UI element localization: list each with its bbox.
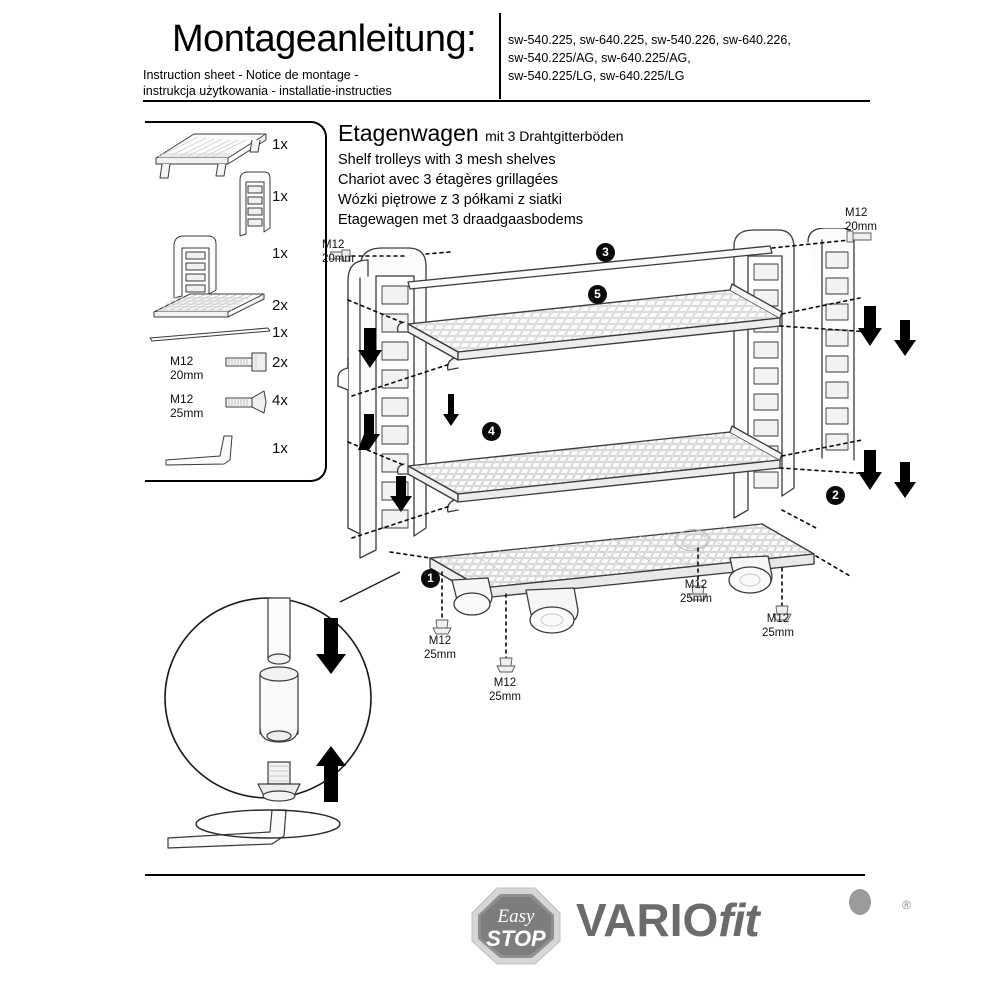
easystop-badge [470, 886, 562, 966]
parts-qty-end-frame-left: 1x [272, 245, 288, 262]
model-line-1: sw-540.225, sw-640.225, sw-540.226, sw-640.226, [508, 33, 791, 47]
model-line-3: sw-540.225/LG, sw-640.225/LG [508, 69, 685, 83]
bolt-label-base-center [489, 676, 521, 704]
parts-qty-bolt-25mm: 4x [272, 392, 288, 409]
page-subtitle-line2: instrukcja użytkowania - installatie-instructies [143, 84, 392, 98]
product-name-de-main: Etagenwagen [338, 120, 479, 146]
header-vertical-divider [499, 13, 501, 99]
product-name-de [338, 120, 624, 147]
detail-circle-diagram [160, 570, 410, 870]
parts-spec-bolt-20mm [170, 354, 203, 382]
callout-4: 4 [482, 422, 501, 441]
bolt-label-top-left-length: 20mm [322, 253, 354, 265]
parts-qty-base-platform: 1x [272, 136, 288, 153]
header-horizontal-rule [143, 100, 870, 102]
product-name-nl: Etagewagen met 3 draadgaasbodems [338, 212, 584, 228]
parts-spec-bolt-25mm-length: 25mm [170, 406, 204, 420]
bolt-label-base-left-size: M12 [428, 635, 452, 647]
bolt-label-base-mid-length: 25mm [680, 593, 712, 605]
parts-qty-bolt-20mm: 2x [272, 354, 288, 371]
bolt-label-base-mid-size: M12 [684, 579, 708, 591]
footer-horizontal-rule [145, 874, 865, 876]
main-assembly-diagram [330, 228, 1000, 698]
bolt-label-top-left-size: M12 [322, 239, 345, 251]
parts-spec-bolt-25mm-size: M12 [170, 392, 194, 406]
parts-spec-bolt-25mm [170, 392, 203, 420]
model-line-2: sw-540.225/AG, sw-640.225/AG, [508, 51, 691, 65]
part-art-bolt-20mm [224, 348, 272, 374]
bolt-label-base-center-size: M12 [493, 677, 517, 689]
variofit-logo-dot [849, 889, 871, 915]
bolt-label-top-left [322, 238, 354, 266]
product-name-fr: Chariot avec 3 étagères grillagées [338, 172, 559, 188]
variofit-logo [576, 893, 759, 947]
model-number-list [508, 31, 791, 85]
easystop-badge-line1: Easy [497, 906, 535, 927]
callout-3: 3 [596, 243, 615, 262]
bolt-label-top-right-length: 20mm [845, 221, 877, 233]
product-name-en: Shelf trolleys with 3 mesh shelves [338, 152, 556, 168]
bolt-label-top-right [845, 206, 877, 234]
page-title: Montageanleitung: [172, 18, 477, 60]
bolt-label-base-left-length: 25mm [424, 649, 456, 661]
parts-spec-bolt-20mm-size: M12 [170, 354, 194, 368]
product-name-pl: Wózki piętrowe z 3 półkami z siatki [338, 192, 563, 208]
callout-1: 1 [421, 569, 440, 588]
parts-qty-push-rod: 1x [272, 324, 288, 341]
callout-5: 5 [588, 285, 607, 304]
registered-trademark-icon: ® [902, 898, 911, 912]
bolt-label-base-left [424, 634, 456, 662]
easystop-badge-line2: STOP [486, 926, 546, 951]
callout-2: 2 [826, 486, 845, 505]
part-art-end-frame-right [224, 168, 276, 238]
parts-qty-end-frame-right: 1x [272, 188, 288, 205]
bolt-label-base-right-length: 25mm [762, 627, 794, 639]
part-art-push-rod [146, 326, 274, 342]
parts-qty-allen-key: 1x [272, 440, 288, 457]
part-art-mesh-shelf [146, 288, 272, 324]
variofit-logo-vario: VARIO [576, 894, 719, 946]
bolt-label-base-center-length: 25mm [489, 691, 521, 703]
parts-spec-bolt-20mm-length: 20mm [170, 368, 204, 382]
parts-qty-mesh-shelf: 2x [272, 297, 288, 314]
part-art-bolt-25mm [224, 388, 272, 416]
variofit-logo-fit: fit [718, 894, 759, 946]
page-subtitle-line1: Instruction sheet - Notice de montage - [143, 68, 359, 82]
bolt-label-base-right [762, 612, 794, 640]
product-name-de-suffix: mit 3 Drahtgitterböden [485, 128, 624, 144]
bolt-label-top-right-size: M12 [845, 207, 868, 219]
bolt-label-base-right-size: M12 [766, 613, 790, 625]
part-art-allen-key [162, 432, 244, 468]
bolt-label-base-mid [680, 578, 712, 606]
